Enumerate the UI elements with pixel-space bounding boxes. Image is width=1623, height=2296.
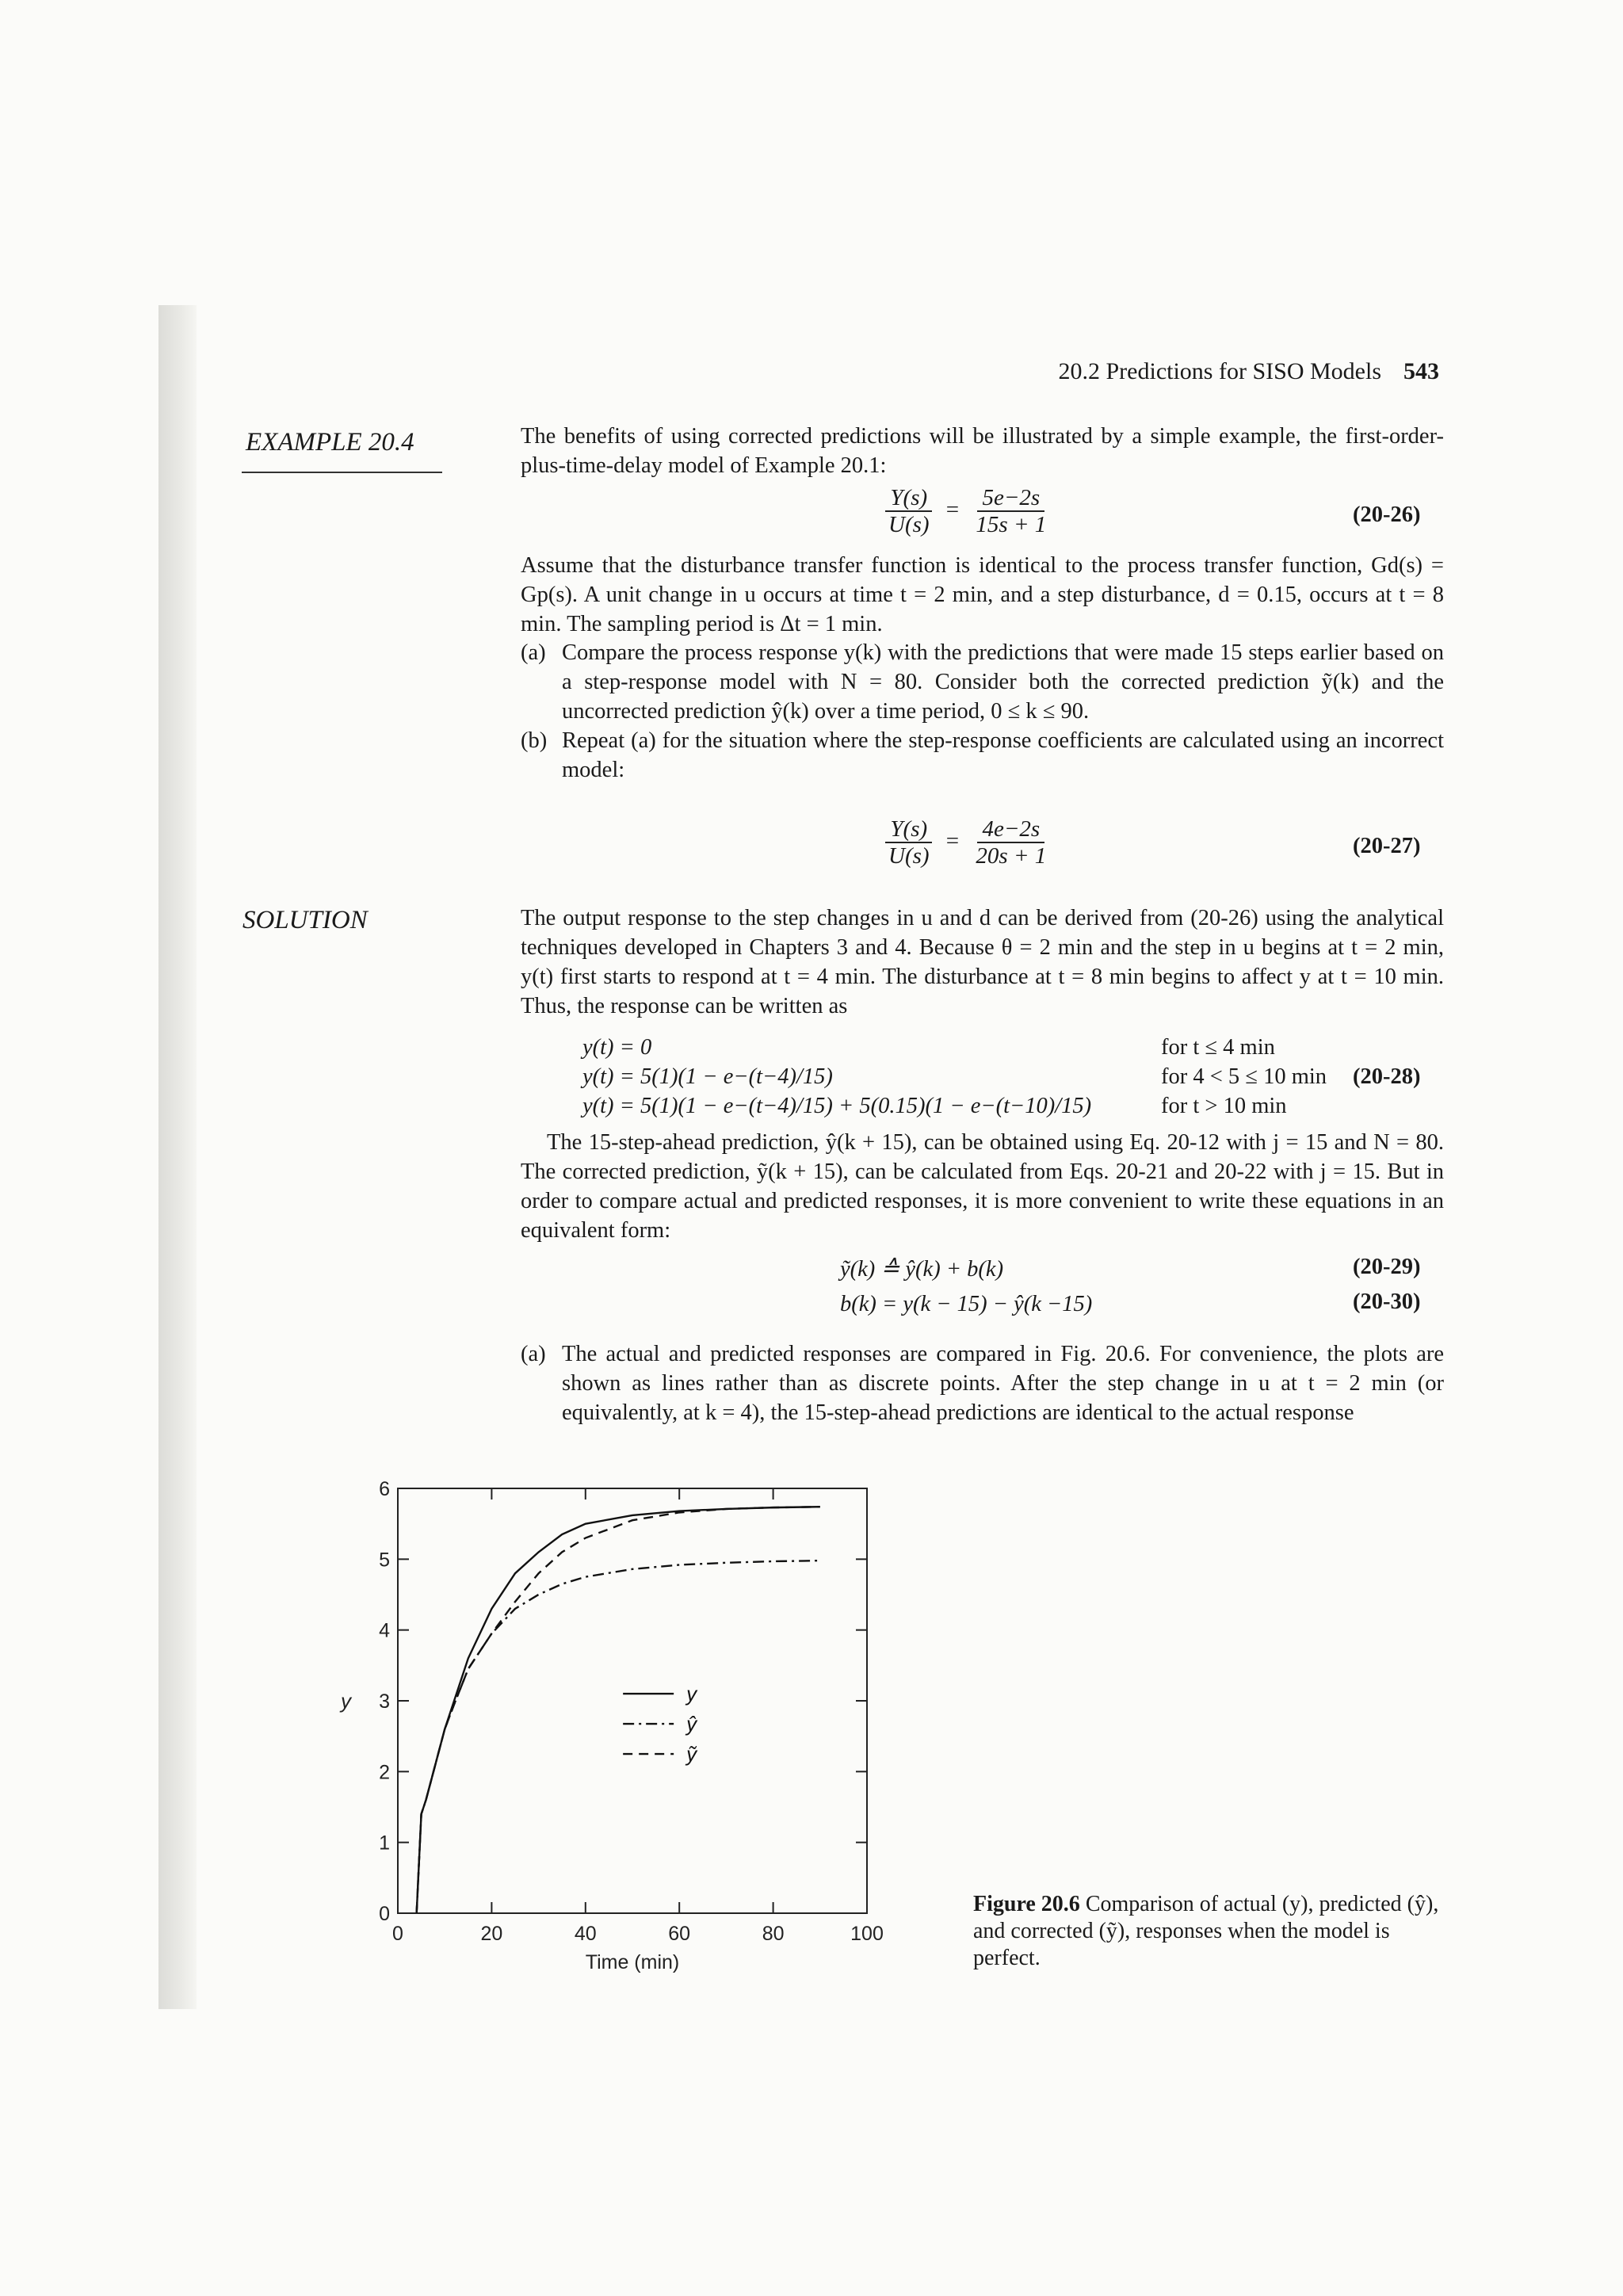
page-number: 543	[1403, 358, 1439, 384]
y-tick-label: 2	[379, 1761, 390, 1784]
eq-20-27-lhs-num: Y(s)	[885, 816, 932, 843]
part-a-text: Compare the process response y(k) with the predictions that were made 15 steps earlier based on a step-response model with N = 80. Consider both the corrected prediction ỹ(k) and the uncorrected prediction ŷ(k) over a time period, 0 ≤ k ≤ 90.	[562, 640, 1444, 724]
eq-20-27-lhs-den: U(s)	[888, 843, 930, 869]
prediction-paragraph: The 15-step-ahead prediction, ŷ(k + 15), can be obtained using Eq. 20-12 with j = 15 and N = 80. The corrected prediction, ỹ(k + 15), can be calculated from Eqs. 20-21 and 20-22 with j = 15. But in order to compare actual and predicted responses, it is more convenient to write these equations in an equivalent form:	[521, 1130, 1444, 1243]
eq-20-27-rhs-den: 20s + 1	[976, 843, 1047, 869]
series-line-3	[417, 1507, 820, 1913]
y-tick-label: 0	[379, 1903, 390, 1925]
solution-paragraph: The output response to the step changes in u and d can be derived from (20-26) using the analytical techniques developed in Chapters 3 and 4. Because θ = 2 min and the step in u begins at t = 2 min, y(t) first starts to respond at t = 4 min. The disturbance at t = 8 min begins to affect y at t = 10 min. Thus, the response can be written as	[521, 906, 1444, 1018]
y-tick-label: 3	[379, 1690, 390, 1713]
binding-gutter	[158, 305, 197, 2009]
x-tick-label: 60	[668, 1923, 691, 1945]
equation-number-20-30: (20-30)	[1353, 1289, 1421, 1314]
part-b-item	[521, 726, 1444, 785]
eq-20-28-expr-1: y(t) = 0	[582, 1035, 652, 1060]
eq-20-27-rhs-num: 4e−2s	[977, 816, 1044, 843]
example-label: EXAMPLE 20.4	[246, 428, 414, 457]
x-tick-label: 80	[762, 1923, 785, 1945]
problem-parts	[521, 638, 1444, 785]
equation-20-29: ỹ(k) ≙ ŷ(k) + b(k)	[840, 1257, 1004, 1282]
solution-label: SOLUTION	[242, 906, 368, 934]
eq-20-28-row-2	[582, 1062, 1450, 1091]
part-b-label: (b)	[521, 728, 548, 753]
eq-20-26-lhs-num: Y(s)	[885, 485, 932, 512]
legend-label-2: ŷ	[686, 1712, 697, 1736]
figure-caption-text: Comparison of actual (y), predicted (ŷ), and corrected (ỹ), responses when the model is perfect.	[973, 1892, 1439, 1970]
y-tick-label: 6	[379, 1478, 390, 1500]
eq-20-28-cond-1: for t ≤ 4 min	[1161, 1035, 1275, 1060]
running-header	[1059, 358, 1440, 385]
equation-number-20-29: (20-29)	[1353, 1255, 1421, 1279]
figure-caption-label: Figure 20.6	[973, 1892, 1080, 1916]
x-axis-label: Time (min)	[585, 1951, 680, 1973]
figure-20-6-chart	[333, 1466, 967, 1981]
y-tick-label: 4	[379, 1619, 390, 1642]
eq-20-26-rhs-num: 5e−2s	[977, 485, 1044, 512]
x-tick-label: 100	[850, 1923, 884, 1945]
x-tick-label: 40	[574, 1923, 597, 1945]
eq-20-28-expr-3: y(t) = 5(1)(1 − e−(t−4)/15) + 5(0.15)(1 − e−(t−10)/15)	[582, 1094, 1092, 1118]
equation-20-28	[582, 1033, 1450, 1121]
plot-root	[339, 1478, 884, 1973]
y-axis-label: y	[341, 1689, 351, 1713]
part-b-text: Repeat (a) for the situation where the step-response coefficients are calculated using an incorrect model:	[562, 728, 1444, 782]
equation-20-27: $\frac{Y(s)}{U(s)}$ = $\frac{4e-2s}{20s + 1}$	[884, 816, 1051, 869]
intro-paragraph: The benefits of using corrected predictions will be illustrated by a simple example, the first-order-plus-time-delay model of Example 20.1:	[521, 424, 1444, 478]
eq-20-28-cond-3: for t > 10 min	[1161, 1094, 1287, 1118]
x-tick-label: 20	[480, 1923, 503, 1945]
part-a-solution-text: The actual and predicted responses are compared in Fig. 20.6. For convenience, the plots are shown as lines rather than as discrete points. After the step change in u at t = 2 min (or equivalently, at k = 4), the 15-step-ahead predictions are identical to the actual response	[562, 1342, 1444, 1425]
equation-number-20-26: (20-26)	[1353, 502, 1421, 527]
equation-20-26: $\frac{Y(s)}{U(s)}$ = $\frac{5e-2s}{15s + 1}$	[884, 485, 1051, 537]
equation-20-30: b(k) = y(k − 15) − ŷ(k −15)	[840, 1292, 1093, 1316]
part-a-label: (a)	[521, 640, 546, 665]
eq-20-28-row-3	[582, 1091, 1450, 1121]
figure-caption	[973, 1891, 1441, 1972]
eq-20-26-lhs-den: U(s)	[888, 512, 930, 537]
section-title: 20.2 Predictions for SISO Models	[1058, 358, 1381, 384]
example-rule	[242, 472, 442, 473]
legend-label-3: ỹ	[686, 1742, 697, 1767]
eq-20-28-row-1	[582, 1033, 1450, 1062]
part-a-solution	[521, 1339, 1444, 1427]
eq-20-28-expr-2: y(t) = 5(1)(1 − e−(t−4)/15)	[582, 1064, 833, 1089]
part-a-solution-item	[521, 1339, 1444, 1427]
series-line-1	[417, 1507, 820, 1913]
equation-number-20-28: (20-28)	[1353, 1064, 1421, 1089]
part-a-item	[521, 638, 1444, 726]
assume-paragraph: Assume that the disturbance transfer function is identical to the process transfer function, Gd(s) = Gp(s). A unit change in u occurs at time t = 2 min, and a step disturbance, d = 0.15, occurs at t = 8 min. The sampling period is Δt = 1 min.	[521, 553, 1444, 636]
legend-label-1: y	[686, 1682, 697, 1706]
eq-20-26-rhs-den: 15s + 1	[976, 512, 1047, 537]
x-tick-label: 0	[392, 1923, 403, 1945]
part-a-solution-label: (a)	[521, 1342, 546, 1366]
eq-20-28-cond-2: for 4 < 5 ≤ 10 min	[1161, 1064, 1327, 1089]
plot-frame	[398, 1488, 867, 1913]
y-tick-label: 5	[379, 1549, 390, 1572]
equation-number-20-27: (20-27)	[1353, 834, 1421, 858]
y-tick-label: 1	[379, 1832, 390, 1855]
series-line-2	[417, 1561, 820, 1913]
